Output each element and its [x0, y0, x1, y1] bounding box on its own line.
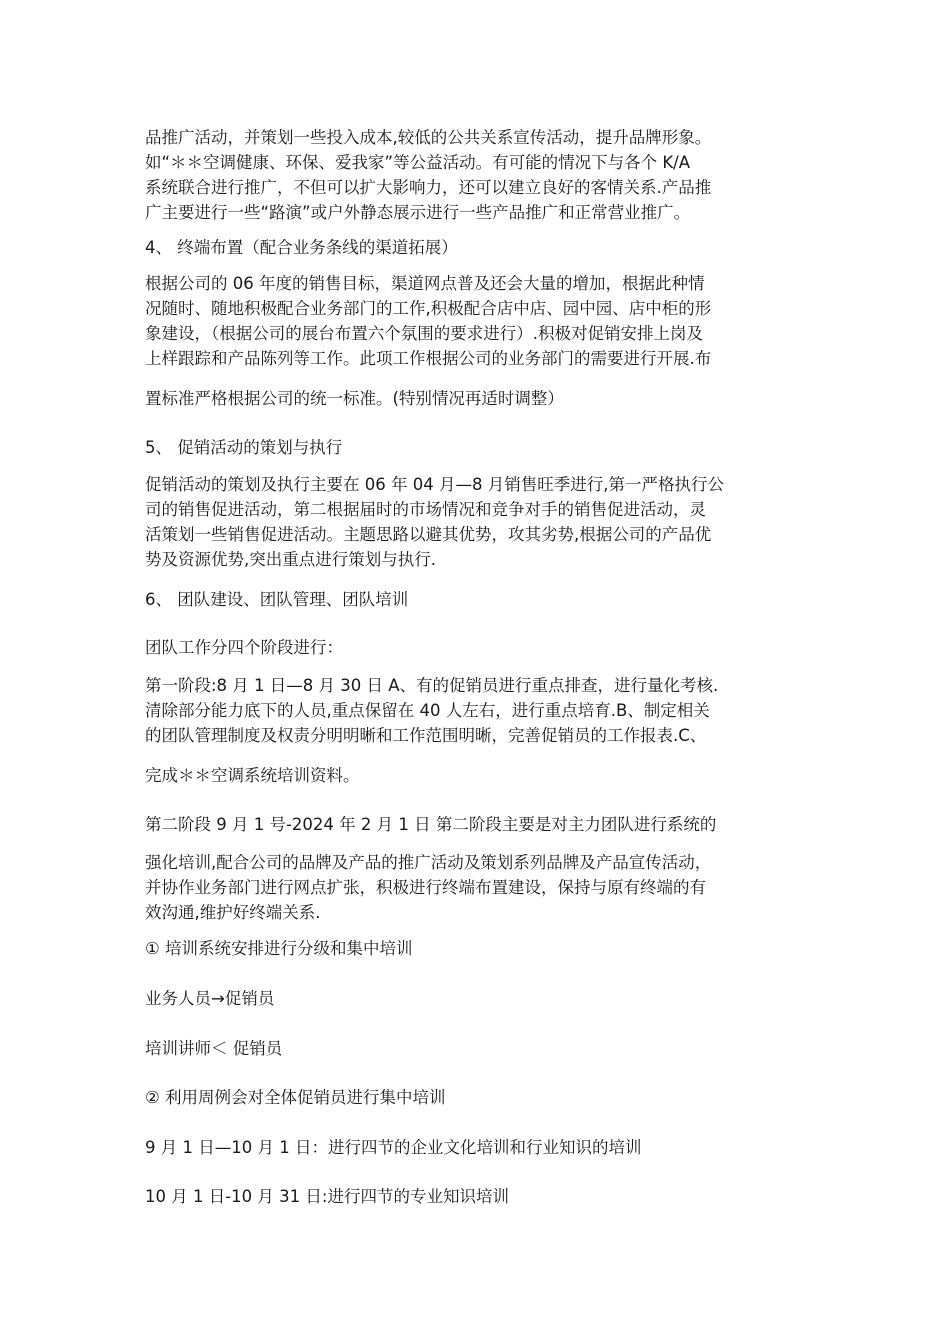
- section-heading: 6、 团队建设、团队管理、团队培训: [145, 590, 409, 609]
- paragraph-line: 清除部分能力底下的人员,重点保留在 40 人左右，进行重点培育.B、制定相关: [145, 701, 710, 720]
- paragraph-line: 系统联合进行推广，不但可以扩大影响力，还可以建立良好的客情关系.产品推: [145, 178, 712, 197]
- paragraph-line: 并协作业务部门进行网点扩张，积极进行终端布置建设，保持与原有终端的有: [145, 878, 706, 897]
- paragraph-line: 效沟通,维护好终端关系.: [145, 903, 321, 922]
- paragraph-line: 司的销售促进活动，第二根据届时的市场情况和竞争对手的销售促进活动，灵: [145, 500, 706, 519]
- paragraph-line: 置标准严格根据公司的统一标准。(特别情况再适时调整）: [145, 389, 564, 408]
- list-item: ② 利用周例会对全体促销员进行集中培训: [145, 1088, 446, 1107]
- list-item: 业务人员→促销员: [145, 989, 275, 1008]
- paragraph-line: 强化培训,配合公司的品牌及产品的推广活动及策划系列品牌及产品宣传活动，: [145, 853, 712, 872]
- paragraph-line: 活策划一些销售促进活动。主题思路以避其优势，攻其劣势,根据公司的产品优: [145, 525, 712, 544]
- paragraph-line: 品推广活动，并策划一些投入成本,较低的公共关系宣传活动，提升品牌形象。: [145, 128, 712, 147]
- list-item: 10 月 1 日-10 月 31 日:进行四节的专业知识培训: [145, 1187, 509, 1206]
- paragraph-line: 如“＊＊空调健康、环保、爱我家”等公益活动。有可能的情况下与各个 K/A: [145, 153, 691, 172]
- paragraph-line: 根据公司的 06 年度的销售目标，渠道网点普及还会大量的增加，根据此种情: [145, 274, 705, 293]
- section-heading: 4、 终端布置（配合业务条线的渠道拓展）: [145, 238, 458, 257]
- list-item: ① 培训系统安排进行分级和集中培训: [145, 939, 413, 958]
- paragraph-line: 团队工作分四个阶段进行：: [145, 638, 343, 657]
- paragraph-line: 上样跟踪和产品陈列等工作。此项工作根据公司的业务部门的需要进行开展.布: [145, 349, 712, 368]
- paragraph-line: 促销活动的策划及执行主要在 06 年 04 月—8 月销售旺季进行,第一严格执行公: [145, 475, 724, 494]
- paragraph-line: 况随时、随地积极配合业务部门的工作,积极配合店中店、园中园、店中柜的形: [145, 299, 712, 318]
- list-item: 培训讲师＜ 促销员: [145, 1039, 283, 1058]
- paragraph-line: 完成＊＊空调系统培训资料。: [145, 766, 360, 785]
- paragraph-line: 第二阶段 9 月 1 号-2024 年 2 月 1 日 第二阶段主要是对主力团队进行系统的: [145, 815, 717, 834]
- paragraph-line: 势及资源优势,突出重点进行策划与执行.: [145, 550, 436, 569]
- paragraph-line: 的团队管理制度及权责分明明晰和工作范围明晰，完善促销员的工作报表.C、: [145, 726, 707, 745]
- section-heading: 5、 促销活动的策划与执行: [145, 438, 343, 457]
- list-item: 9 月 1 日—10 月 1 日：进行四节的企业文化培训和行业知识的培训: [145, 1138, 642, 1157]
- paragraph-line: 第一阶段:8 月 1 日—8 月 30 日 A、有的促销员进行重点排查，进行量化考核.: [145, 676, 719, 695]
- paragraph-line: 广主要进行一些“路演”或户外静态展示进行一些产品推广和正常营业推广。: [145, 203, 691, 222]
- paragraph-line: 象建设，（根据公司的展台布置六个氛围的要求进行）.积极对促销安排上岗及: [145, 324, 703, 343]
